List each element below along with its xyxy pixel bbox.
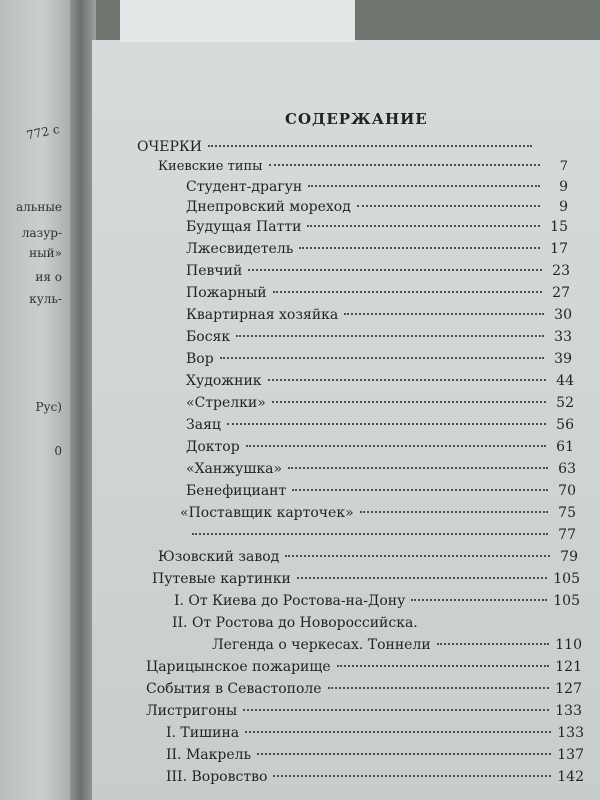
toc-leader-dots bbox=[297, 577, 547, 579]
toc-leader-dots bbox=[273, 775, 551, 777]
toc-entry bbox=[174, 592, 580, 610]
left-page-fragment: ный» bbox=[29, 246, 62, 260]
left-page-fragment: 772 с bbox=[25, 121, 61, 143]
toc-leader-dots bbox=[307, 225, 540, 227]
toc-leader-dots bbox=[243, 709, 549, 711]
toc-leader-dots bbox=[245, 731, 551, 733]
toc-entry-title: Квартирная хозяйка bbox=[186, 307, 339, 323]
left-page-fragment: альные bbox=[16, 200, 62, 214]
toc-entry bbox=[186, 416, 574, 434]
toc-entry-page: 23 bbox=[552, 263, 570, 279]
toc-leader-dots bbox=[299, 247, 540, 249]
toc-leader-dots bbox=[227, 423, 546, 425]
toc-leader-dots bbox=[257, 753, 551, 755]
toc-entry bbox=[186, 460, 576, 478]
toc-entry-title: Будущая Патти bbox=[186, 219, 302, 235]
toc-leader-dots bbox=[344, 313, 544, 315]
toc-entry bbox=[186, 178, 568, 196]
toc-entry bbox=[172, 614, 472, 632]
toc-entry bbox=[186, 306, 572, 324]
toc-leader-dots bbox=[248, 269, 542, 271]
toc-leader-dots bbox=[208, 145, 532, 147]
toc-entry-page: 44 bbox=[556, 373, 574, 389]
toc-entry-title: Легенда о черкесах. Тоннели bbox=[212, 637, 431, 653]
toc-entry-title: Путевые картинки bbox=[152, 571, 291, 587]
toc-entry-page: 9 bbox=[559, 179, 568, 195]
toc-entry-page: 133 bbox=[555, 703, 582, 719]
toc-entry bbox=[146, 658, 582, 676]
toc-entry-title: II. От Ростова до Новороссийска. bbox=[172, 615, 418, 631]
toc-entry-page: 79 bbox=[560, 549, 578, 565]
toc-entry bbox=[180, 504, 576, 522]
toc-entry-title: «Поставщик карточек» bbox=[180, 505, 354, 521]
toc-entry-page: 110 bbox=[555, 637, 582, 653]
toc-entry bbox=[166, 768, 584, 786]
toc-entry-page: 7 bbox=[559, 159, 568, 174]
toc-entry-page: 127 bbox=[555, 681, 582, 697]
toc-entry-title: «Ханжушка» bbox=[186, 461, 283, 477]
toc-entry-page: 121 bbox=[555, 659, 582, 675]
toc-entry-title: Днепровский мореход bbox=[186, 199, 351, 215]
toc-entry-title: Пожарный bbox=[186, 285, 267, 301]
toc-entry-title: События в Севастополе bbox=[146, 681, 322, 697]
toc-entry-page: 105 bbox=[553, 593, 580, 609]
toc-leader-dots bbox=[269, 164, 540, 166]
toc-leader-dots bbox=[272, 401, 546, 403]
left-page-fragment: ия о bbox=[35, 270, 62, 284]
toc-entry-page: 33 bbox=[554, 329, 572, 345]
toc-leader-dots bbox=[328, 687, 550, 689]
toc-entry bbox=[186, 526, 576, 544]
toc-entry bbox=[186, 350, 572, 368]
toc-entry-page: 137 bbox=[557, 747, 584, 763]
toc-entry-title: Певчий bbox=[186, 263, 243, 279]
toc-leader-dots bbox=[411, 599, 547, 601]
toc-entry-page: 17 bbox=[550, 241, 568, 257]
toc-entry-title: I. От Киева до Ростова-на-Дону bbox=[174, 593, 406, 609]
toc-leader-dots bbox=[357, 205, 540, 207]
toc-entry bbox=[166, 724, 584, 742]
toc-entry bbox=[186, 394, 574, 412]
toc-entry-page: 105 bbox=[553, 571, 580, 587]
toc-entry-title: Юзовский завод bbox=[158, 549, 280, 565]
toc-leader-dots bbox=[220, 357, 544, 359]
toc-entry bbox=[186, 482, 576, 500]
left-page-fragment: куль- bbox=[29, 292, 62, 306]
page-title: СОДЕРЖАНИЕ bbox=[285, 110, 428, 128]
toc-entry-title: II. Макрель bbox=[166, 747, 252, 763]
toc-entry-page: 39 bbox=[554, 351, 572, 367]
toc-entry-page: 15 bbox=[550, 219, 568, 235]
left-page-fragment: лазур- bbox=[21, 226, 62, 240]
toc-leader-dots bbox=[246, 445, 546, 447]
toc-leader-dots bbox=[292, 489, 548, 491]
toc-entry-title: I. Тишина bbox=[166, 725, 240, 741]
toc-entry-title: «Стрелки» bbox=[186, 395, 266, 411]
toc-entry bbox=[186, 438, 574, 456]
toc-entry bbox=[137, 138, 560, 156]
toc-entry-page: 133 bbox=[557, 725, 584, 741]
toc-entry bbox=[186, 240, 568, 258]
toc-entry bbox=[158, 548, 578, 566]
toc-leader-dots bbox=[236, 335, 544, 337]
toc-entry-title: Студент-драгун bbox=[186, 179, 303, 195]
toc-entry-page: 61 bbox=[556, 439, 574, 455]
toc-entry-page: 75 bbox=[558, 505, 576, 521]
left-page-fragment: 0 bbox=[54, 444, 62, 458]
toc-leader-dots bbox=[437, 643, 550, 645]
toc-entry bbox=[212, 636, 582, 654]
toc-entry-page: 142 bbox=[557, 769, 584, 785]
toc-leader-dots bbox=[288, 467, 548, 469]
toc-entry-page: 70 bbox=[558, 483, 576, 499]
toc-entry-page: 52 bbox=[556, 395, 574, 411]
toc-entry-title: Босяк bbox=[186, 329, 231, 345]
toc-leader-dots bbox=[273, 291, 542, 293]
toc-entry bbox=[152, 570, 580, 588]
toc-entry bbox=[146, 680, 582, 698]
toc-entry-title: Вор bbox=[186, 351, 214, 367]
left-page-fragment: Рус) bbox=[35, 400, 62, 414]
toc-entry-page: 30 bbox=[554, 307, 572, 323]
toc-entry-page: 9 bbox=[559, 199, 568, 215]
toc-entry-title: Лжесвидетель bbox=[186, 241, 294, 257]
toc-entry-page: 77 bbox=[558, 527, 576, 543]
toc-leader-dots bbox=[308, 185, 540, 187]
toc-entry-page: 63 bbox=[558, 461, 576, 477]
toc-leader-dots bbox=[337, 665, 550, 667]
toc-entry-title: Заяц bbox=[186, 417, 221, 433]
toc-leader-dots bbox=[285, 555, 550, 557]
toc-entry-title: ОЧЕРКИ bbox=[137, 139, 202, 155]
toc-entry bbox=[158, 158, 568, 176]
toc-entry bbox=[186, 284, 570, 302]
toc-entry-title: Бенефициант bbox=[186, 483, 287, 499]
toc-entry bbox=[186, 218, 568, 236]
toc-entry bbox=[166, 746, 584, 764]
toc-leader-dots bbox=[360, 511, 548, 513]
toc-entry bbox=[146, 702, 582, 720]
toc-entry bbox=[186, 262, 570, 280]
toc-entry-title: Киевские типы bbox=[158, 159, 263, 174]
toc-entry-page: 56 bbox=[556, 417, 574, 433]
toc-entry-title: Царицынское пожарище bbox=[146, 659, 331, 675]
toc-entry-title: III. Воровство bbox=[166, 769, 268, 785]
toc-entry bbox=[186, 372, 574, 390]
toc-leader-dots bbox=[268, 379, 546, 381]
toc-leader-dots bbox=[192, 533, 548, 535]
toc-entry-title: Доктор bbox=[186, 439, 240, 455]
toc-entry-title: Листригоны bbox=[146, 703, 238, 719]
toc-entry bbox=[186, 198, 568, 216]
toc-entry-title: Художник bbox=[186, 373, 262, 389]
toc-entry bbox=[186, 328, 572, 346]
toc-entry-page: 27 bbox=[552, 285, 570, 301]
